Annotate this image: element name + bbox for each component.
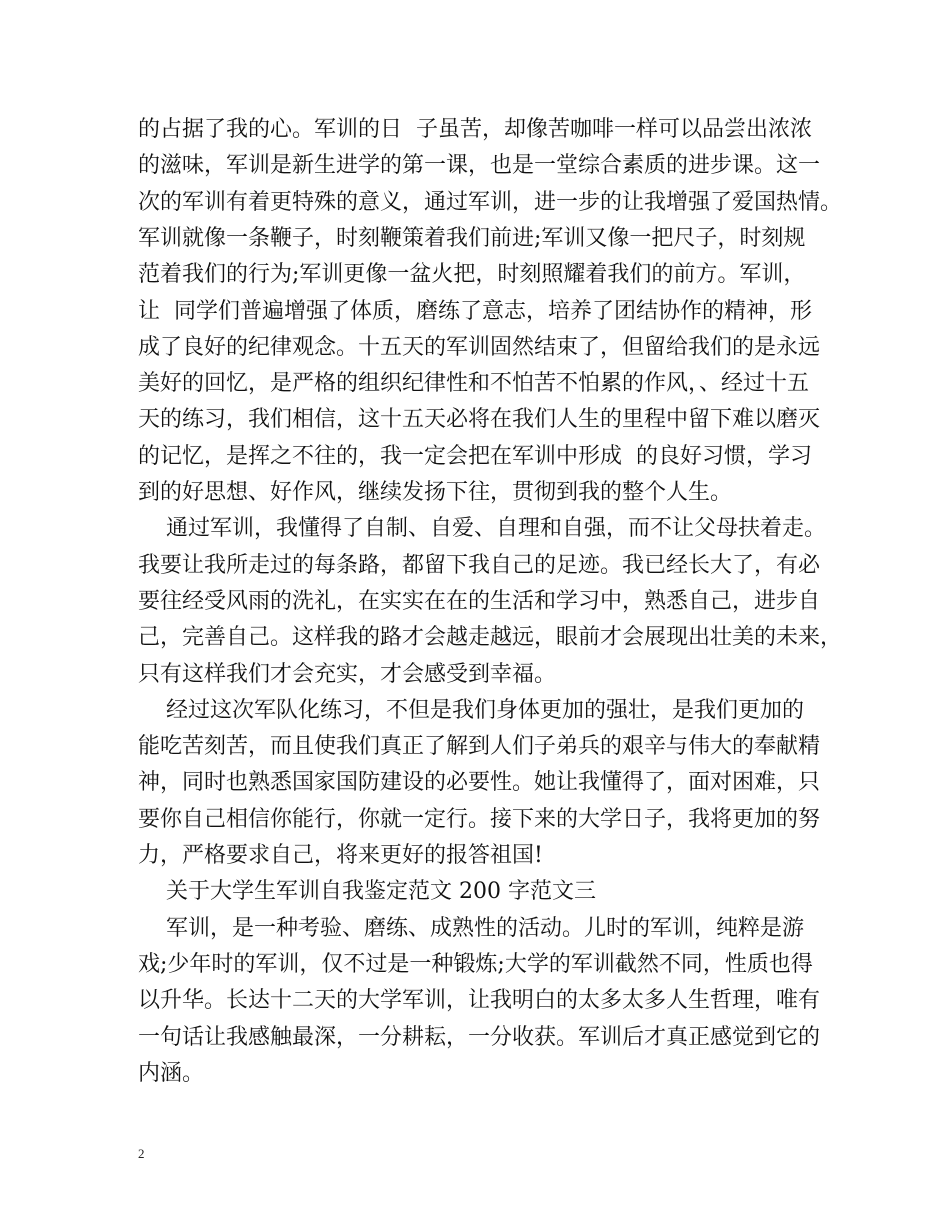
text-line: 范着我们的行为;军训更像一盆火把，时刻照耀着我们的前方。军训， — [138, 262, 806, 288]
text-line: 神，同时也熟悉国家国防建设的必要性。她让我懂得了，面对困难，只 — [138, 770, 821, 796]
text-line: 的占据了我的心。军训的日 子虽苦，却像苦咖啡一样可以品尝出浓浓 — [138, 117, 812, 142]
text-line: 要往经受风雨的洗礼，在实实在在的生活和学习中，熟悉自己，进步自 — [138, 588, 821, 614]
text-line: 成了良好的纪律观念。十五天的军训固然结束了，但留给我们的是永远 — [138, 334, 821, 360]
text-line: 军训就像一条鞭子，时刻鞭策着我们前进;军训又像一把尺子，时刻规 — [138, 225, 806, 251]
text-line: 的滋味，军训是新生进学的第一课，也是一堂综合素质的进步课。这一 — [138, 153, 821, 179]
text-line: 美好的回忆，是严格的组织纪律性和不怕苦不怕累的作风，、经过十五 — [138, 371, 810, 397]
text-line: 内涵。 — [138, 1060, 205, 1086]
text-line: 让 同学们普遍增强了体质，磨练了意志，培养了团结协作的精神，形 — [138, 298, 812, 324]
text-line: 力，严格要求自己，将来更好的报答祖国! — [138, 843, 543, 868]
text-line: 只有这样我们才会充实，才会感受到幸福。 — [138, 661, 557, 687]
text-line: 要你自己相信你能行，你就一定行。接下来的大学日子，我将更加的努 — [138, 806, 821, 832]
text-line: 通过军训，我懂得了自制、自爱、自理和自强，而不让父母扶着走。 — [138, 516, 826, 542]
text-line: 军训，是一种考验、磨练、成熟性的活动。儿时的军训，纯粹是游 — [138, 915, 804, 941]
text-line: 以升华。长达十二天的大学军训，让我明白的太多太多人生哲理，唯有 — [138, 988, 821, 1014]
text-line: 己，完善自己。这样我的路才会越走越远，眼前才会展现出壮美的未来， — [138, 625, 843, 651]
text-line: 经过这次军队化练习，不但是我们身体更加的强壮，是我们更加的 — [138, 697, 804, 723]
page-number: 2 — [138, 1146, 145, 1161]
text-line: 戏;少年时的军训，仅不过是一种锻炼;大学的军训截然不同，性质也得 — [138, 951, 813, 977]
text-line: 到的好思想、好作风，继续发扬下往，贯彻到我的整个人生。 — [138, 480, 733, 505]
text-line: 关于大学生军训自我鉴定范文 200 字范文三 — [138, 879, 596, 905]
text-line: 天的练习，我们相信，这十五天必将在我们人生的里程中留下难以磨灭 — [138, 407, 821, 433]
text-line: 一句话让我感触最深，一分耕耘，一分收获。军训后才真正感觉到它的 — [138, 1024, 821, 1050]
text-line: 能吃苦刻苦，而且使我们真正了解到人们子弟兵的艰辛与伟大的奉献精 — [138, 734, 821, 760]
text-line: 的记忆，是挥之不往的，我一定会把在军训中形成 的良好习惯，学习 — [138, 443, 812, 469]
text-line: 次的军训有着更特殊的意义，通过军训，进一步的让我增强了爱国热情。 — [138, 189, 843, 215]
text-line: 我要让我所走过的每条路，都留下我自己的足迹。我已经长大了，有必 — [138, 552, 821, 578]
